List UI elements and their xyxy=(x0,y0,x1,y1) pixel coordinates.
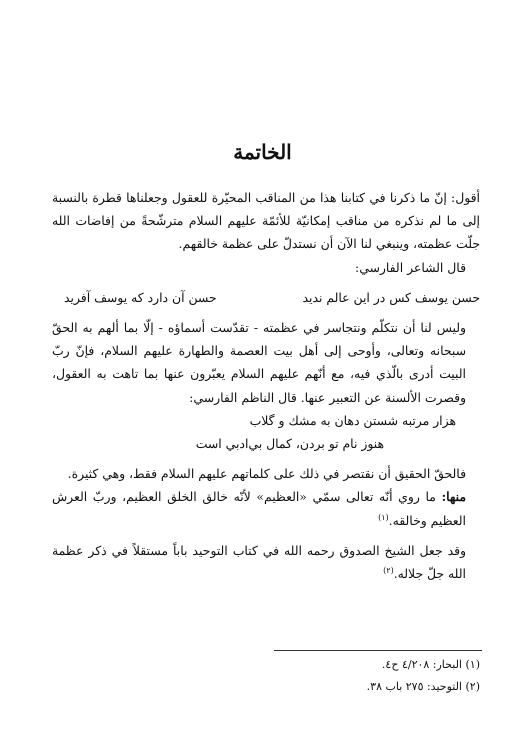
paragraph: قال الشاعر الفارسي: xyxy=(355,259,466,275)
verse-line: هنوز نام تو بردن، كمال بي‌ادبي است xyxy=(195,436,384,452)
footnote: (٢) التوحيد: ٢٧٥ باب ٣٨. xyxy=(366,680,480,693)
footnote-ref: (١) xyxy=(378,512,389,522)
verse-hemistich: حسن آن دارد كه يوسف آفريد xyxy=(64,289,217,305)
verse-line xyxy=(52,286,480,309)
paragraph-lead: منها: xyxy=(441,489,466,505)
main-text xyxy=(52,186,480,585)
paragraph xyxy=(52,539,480,585)
footnote-divider xyxy=(274,650,482,651)
paragraph: وليس لنا أن نتكلّم ونتجاسر في عظمته - تقدّست أسماؤه - إلّا بما ألهم به الحقّ سبحانه وتعالى، وأوحى إلى أهل بيت العصمة والطهارة عليهم السلام، فإنّ ربّ البيت أدرى بالّذي فيه، مع أنّهم عليهم السلام يعبّرون عنها بما تاهت به العقول، وقصرت الألسنة عن التعبير عنها. قال الناظم الفارسي: xyxy=(52,320,466,405)
verse-hemistich: حسن يوسف كس در اين عالم نديد xyxy=(302,289,480,305)
paragraph: فالحقّ الحقيق أن نقتصر في ذلك على كلماتهم عليهم السلام فقط، وهي كثيرة. xyxy=(67,466,466,482)
paragraph xyxy=(52,485,480,531)
paragraph-text: وقد جعل الشيخ الصدوق رحمه الله في كتاب التوحيد باباً مستقلاً في ذكر عظمة الله جلّ جلاله. xyxy=(52,542,466,582)
footnote-ref: (٢) xyxy=(383,565,394,575)
chapter-title: الخاتمة xyxy=(233,140,292,164)
verse-line: هزار مرتبه شستن دهان به مشك و گلاب xyxy=(249,412,456,428)
paragraph: أقول: إنّ ما ذكرنا في كتابنا هذا من المناقب المحيّرة للعقول وجعلناها قطرة بالنسبة إلى ما لم نذكره من مناقب إمكانيّة للأئمّة عليهم السلام مترشّحةً من إفاضات الله جلّت عظمته، وينبغي لنا الآن أن نستدلّ على عظمة خالقهم. xyxy=(52,190,480,252)
footnote: (١) البحار: ٤/٢٠٨ ح٤. xyxy=(381,658,480,671)
paragraph-text: ما روي أنّه تعالى سمّي «العظيم» لأنّه خالق الخلق العظيم، وربّ العرش العظيم وخالقه. xyxy=(52,489,466,528)
